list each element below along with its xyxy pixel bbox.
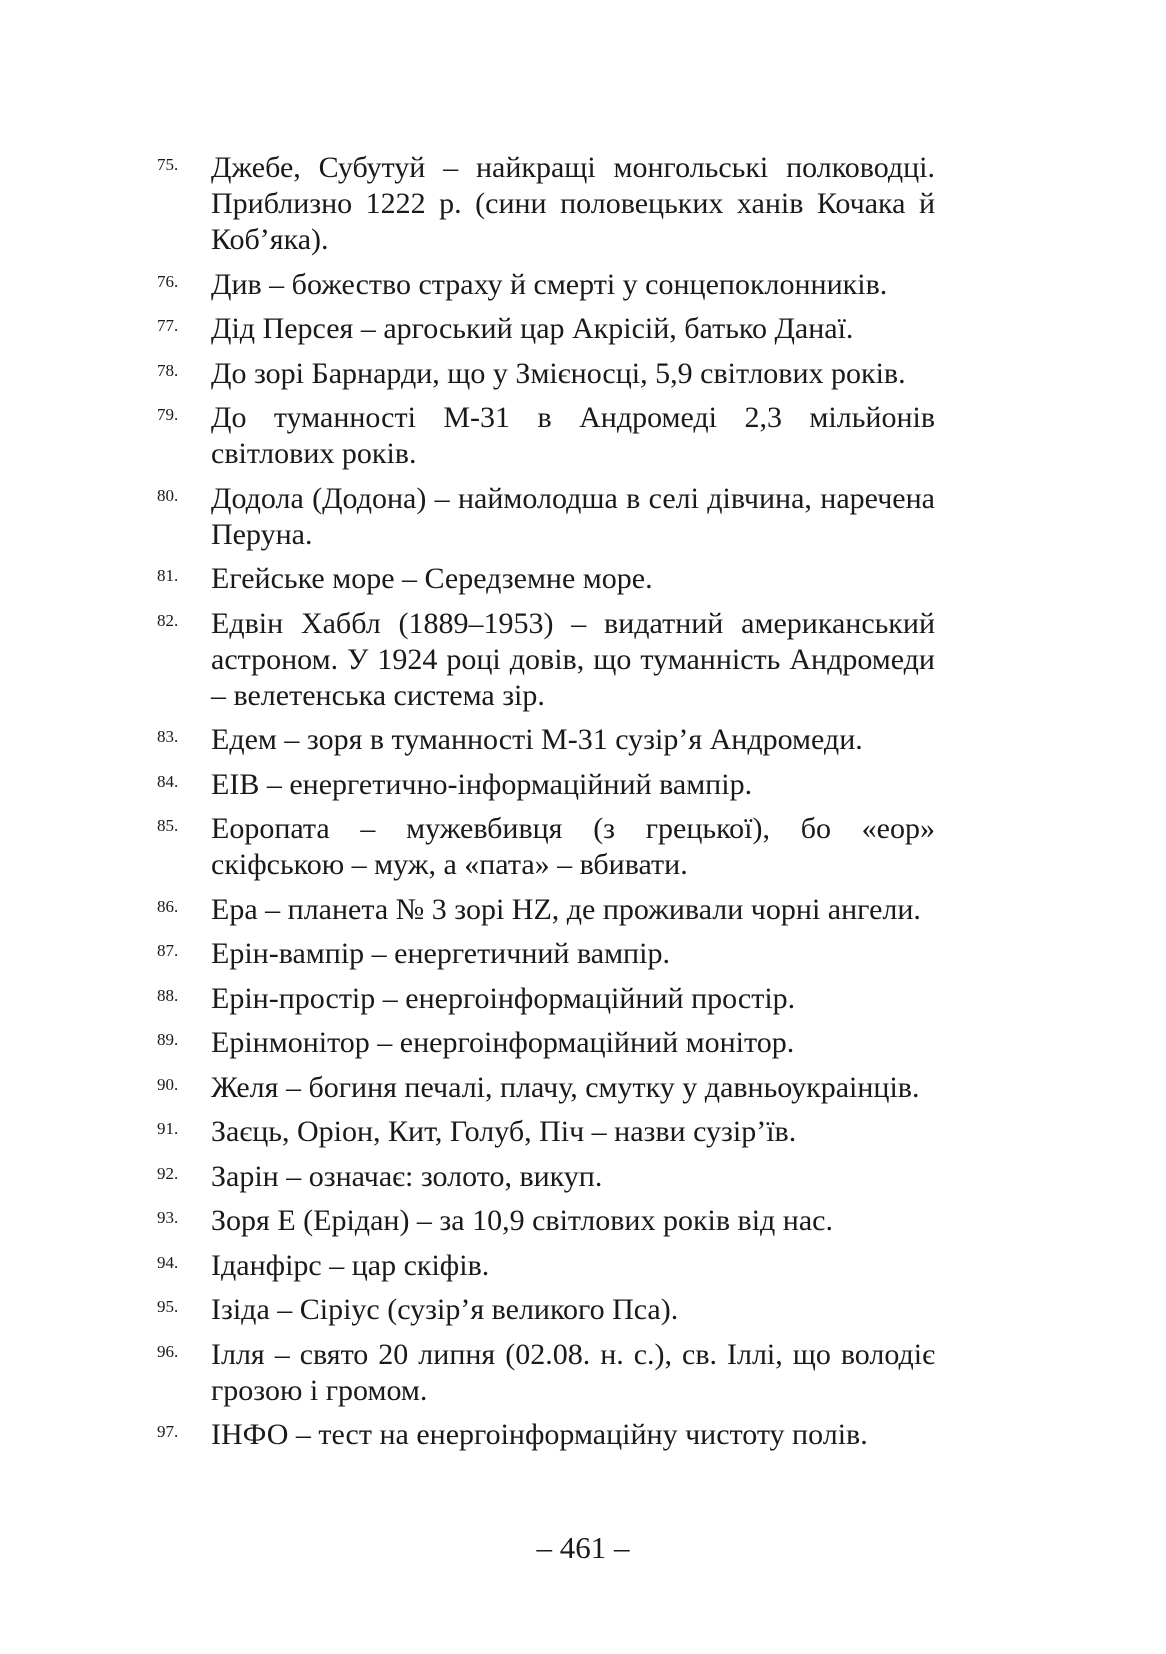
endnote-item — [155, 981, 935, 1017]
endnote-text: Додола (Додона) – наймолодша в селі дівчина, наречена Перуна. — [211, 481, 935, 551]
endnote-number: 79. — [157, 405, 179, 424]
endnote-text: ІНФО – тест на енергоінформаційну чистоту полів. — [211, 1418, 868, 1451]
endnote-item — [155, 892, 935, 928]
endnote-item — [155, 1114, 935, 1150]
endnote-number: 97. — [157, 1422, 179, 1441]
endnote-text: Едем – зоря в туманності М-31 сузір’я Андромеди. — [211, 723, 863, 756]
endnote-item — [155, 561, 935, 597]
endnote-text: Зарін – означає: золото, викуп. — [211, 1159, 603, 1193]
endnote-item — [155, 1070, 935, 1106]
endnote-item — [155, 1292, 935, 1328]
endnote-number: 75. — [157, 155, 179, 174]
endnote-text: Ерін-вампір – енергетичний вампір. — [211, 937, 670, 970]
endnote-text: Едвін Хаббл (1889–1953) – видатний американський астроном. У 1924 році довів, що туманність Андромеди – велетенська система зір. — [211, 606, 935, 712]
endnotes-list — [155, 150, 935, 1462]
endnote-text: Див – божество страху й смерті у сонцепоклонників. — [211, 267, 888, 301]
endnote-item — [155, 267, 935, 303]
endnote-number: 89. — [157, 1030, 179, 1049]
endnote-number: 87. — [157, 941, 179, 960]
endnote-text: Джебе, Субутуй – найкращі монгольські полководці. Приблизно 1222 р. (сини половецьких ханів Кочака й Коб’яка). — [211, 151, 935, 256]
endnote-item — [155, 1417, 935, 1453]
endnote-number: 83. — [157, 727, 179, 746]
endnote-item — [155, 767, 935, 803]
endnote-number: 94. — [157, 1252, 179, 1272]
endnote-text: Дід Персея – аргоський цар Акрісій, батько Данаї. — [211, 312, 854, 345]
endnote-item — [155, 1025, 935, 1061]
endnote-item — [155, 481, 935, 553]
endnote-item — [155, 606, 935, 714]
endnote-item — [155, 1203, 935, 1239]
endnote-text: До туманності М-31 в Андромеді 2,3 мільйонів світлових років. — [211, 401, 935, 470]
endnote-item — [155, 722, 935, 758]
endnote-item — [155, 811, 935, 883]
endnote-text: Егейське море – Середземне море. — [211, 562, 653, 595]
endnote-text: До зорі Барнарди, що у Змієносці, 5,9 світлових років. — [211, 356, 906, 390]
endnote-text: Заєць, Оріон, Кит, Голуб, Піч – назви сузір’їв. — [211, 1115, 797, 1148]
endnote-number: 82. — [157, 610, 179, 630]
endnote-number: 92. — [157, 1163, 179, 1183]
endnote-number: 88. — [157, 985, 179, 1005]
endnote-number: 84. — [157, 771, 179, 791]
endnote-number: 86. — [157, 896, 179, 916]
endnote-item — [155, 150, 935, 258]
endnote-text: Ерінмонітор – енергоінформаційний монітор. — [211, 1026, 795, 1059]
endnote-text: Іданфірс – цар скіфів. — [211, 1248, 490, 1282]
endnote-item — [155, 1159, 935, 1195]
endnote-item — [155, 311, 935, 347]
endnote-text: Еоропата – мужевбивця (з грецької), бо «еор» скіфською – муж, а «пата» – вбивати. — [211, 812, 935, 881]
endnote-text: Зоря Е (Ерідан) – за 10,9 світлових років від нас. — [211, 1204, 833, 1237]
endnote-item — [155, 400, 935, 472]
endnote-text: Ізіда – Сіріус (сузір’я великого Пса). — [211, 1293, 679, 1326]
endnote-number: 76. — [157, 271, 179, 291]
endnote-number: 90. — [157, 1074, 179, 1094]
endnote-number: 91. — [157, 1119, 179, 1138]
endnote-item — [155, 1248, 935, 1284]
endnote-item — [155, 936, 935, 972]
endnote-number: 93. — [157, 1208, 179, 1227]
endnote-number: 96. — [157, 1341, 179, 1361]
endnote-number: 77. — [157, 316, 179, 335]
endnote-number: 80. — [157, 485, 179, 505]
endnote-text: ЕІВ – енергетично-інформаційний вампір. — [211, 767, 753, 801]
endnote-number: 81. — [157, 566, 179, 585]
endnote-number: 85. — [157, 816, 179, 835]
endnote-number: 78. — [157, 360, 179, 380]
page-number: – 461 – — [536, 1530, 630, 1565]
endnote-text: Ера – планета № 3 зорі HZ, де проживали чорні ангели. — [211, 892, 921, 926]
endnote-text: Ерін-простір – енергоінформаційний простір. — [211, 981, 796, 1015]
endnote-text: Желя – богиня печалі, плачу, смутку у давньоукраінців. — [211, 1070, 920, 1104]
endnote-item — [155, 1337, 935, 1409]
endnote-item — [155, 356, 935, 392]
endnote-number: 95. — [157, 1297, 179, 1316]
endnote-text: Ілля – свято 20 липня (02.08. н. с.), св. Іллі, що володіє грозою і громом. — [211, 1337, 935, 1407]
